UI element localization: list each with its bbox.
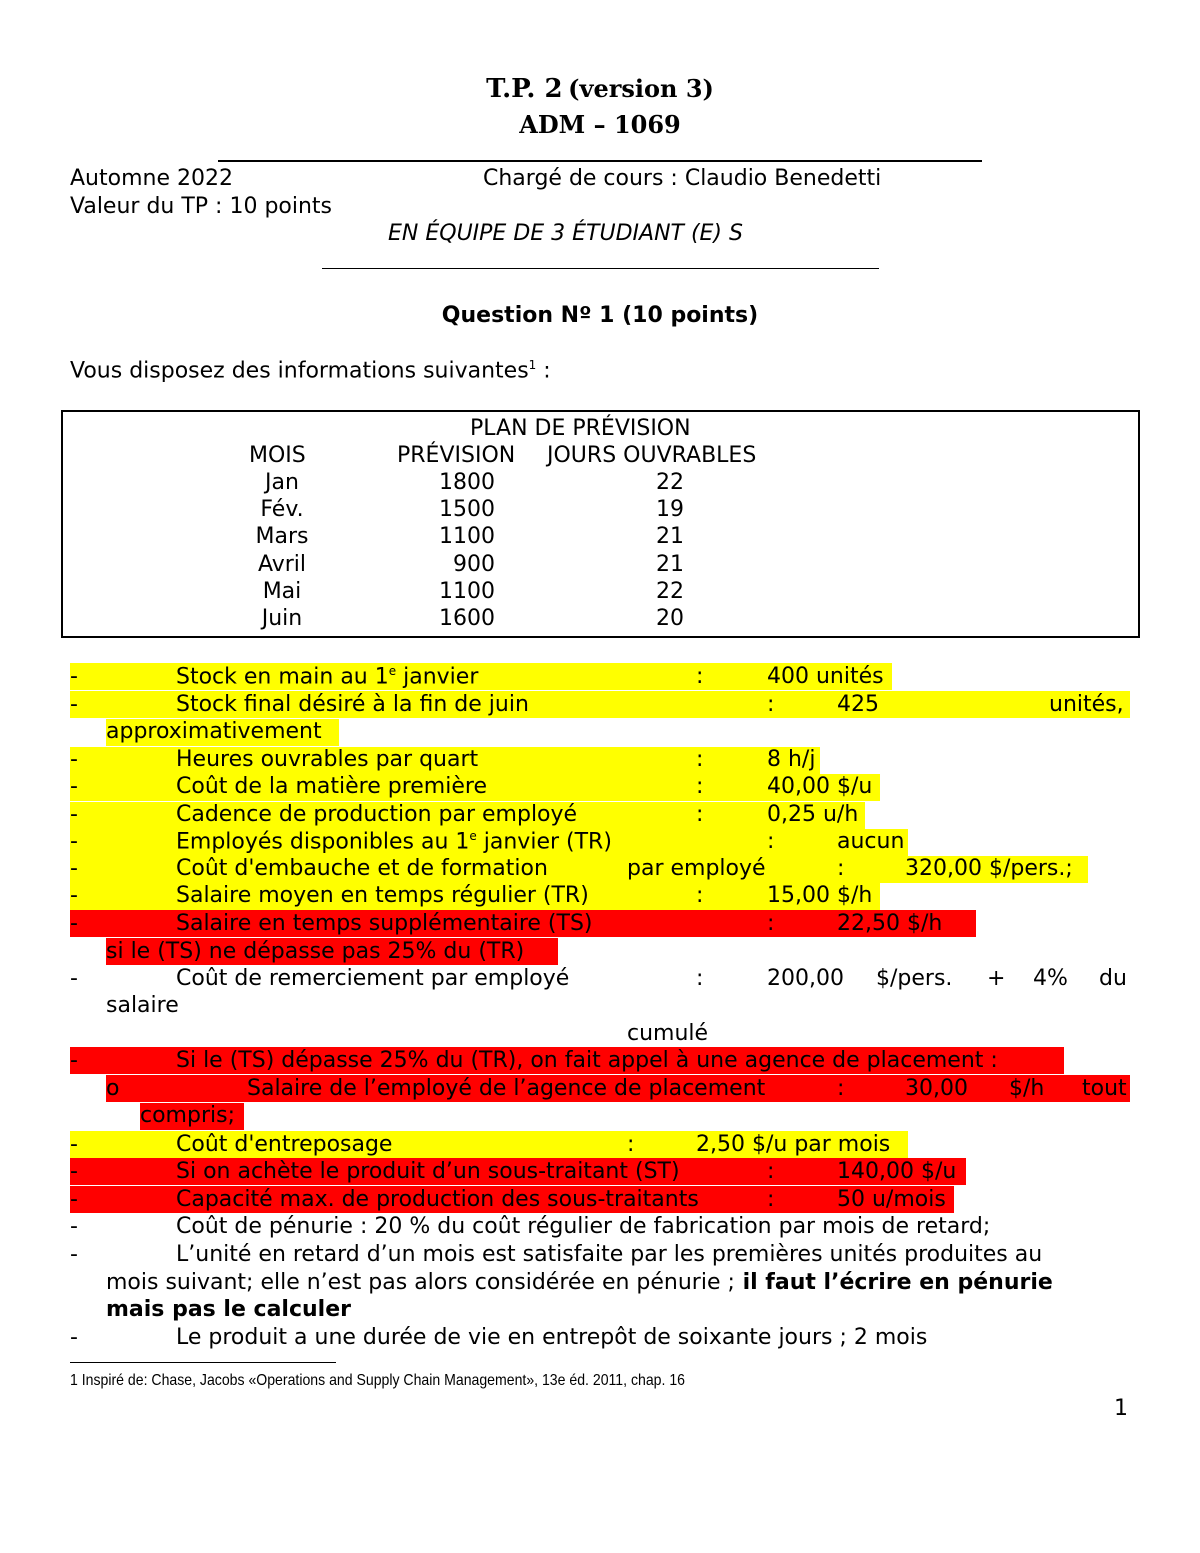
item-colon: : [767,1187,775,1212]
item-label-capacite: Capacité max. de production des sous-traitants [176,1187,699,1212]
item-continuation: salaire [106,993,179,1018]
item-colon: : [627,1132,635,1157]
item-value: 30,00 [905,1076,968,1101]
item-dash: - [70,883,78,908]
item-dash: - [70,1159,78,1184]
row-prevision: 1100 [439,579,495,604]
row-mois: Mai [262,579,302,604]
item-colon: : [696,883,704,908]
team-note: EN ÉQUIPE DE 3 ÉTUDIANT (E) S [388,221,743,246]
item-label-entreposage: Coût d'entreposage [176,1132,393,1157]
item-colon: : [837,1076,845,1101]
item-label-sous-traitant: Si on achète le produit d’un sous-traitant (ST) [176,1159,680,1184]
footnote-ref: 1 [528,358,537,372]
item-label-cadence: Cadence de production par employé [176,802,578,827]
course-code: ADM – 1069 [519,110,681,139]
item-value: 400 unités [767,664,884,689]
sub-bullet: o [106,1076,120,1101]
item-colon: : [696,747,704,772]
table-caption: PLAN DE PRÉVISION [470,416,691,441]
item-colon: : [837,856,845,881]
item-value: 200,00 [767,966,844,991]
item-colon: : [696,664,704,689]
item-dash: - [70,774,78,799]
item-colon: : [696,802,704,827]
item-continuation: si le (TS) ne dépasse pas 25% du (TR) [106,939,525,964]
item-dash: - [70,856,78,881]
item-dash: - [70,911,78,936]
header-mois: MOIS [249,443,306,468]
item-value: 2,50 $/u par mois [696,1132,891,1157]
header-rule [218,160,982,162]
question-intro-end: : [536,358,551,384]
item-colon: : [767,911,775,936]
item-dash: - [70,829,78,854]
item-value: 22,50 $/h [837,911,943,936]
ordinal-sup: e [388,664,397,678]
ordinal-sup: e [469,829,477,843]
row-jours: 20 [656,606,684,631]
item-label-retard: L’unité en retard d’un mois est satisfaite par les premières unités produites au [176,1242,1043,1267]
row-jours: 22 [656,579,684,604]
row-prevision: 1800 [439,470,495,495]
row-mois: Jan [265,470,299,495]
row-prevision: 1600 [439,606,495,631]
item-value: 0,25 u/h [767,802,859,827]
item-value: 8 h/j [767,747,816,772]
item-value-unit: unités, [1049,692,1124,717]
item-value: 50 u/mois [837,1187,946,1212]
item-dash: - [70,1214,78,1239]
row-jours: 22 [656,470,684,495]
item-label-salaire-ts: Salaire en temps supplémentaire (TS) [176,911,593,936]
title-version: (version 3) [568,74,714,103]
footnote-rule [70,1362,336,1363]
retard-bold: il faut l’écrire en pénurie [734,1270,1053,1295]
title-main: T.P. 2 [486,74,563,104]
row-jours: 19 [656,497,684,522]
item-label-stock-final: Stock final désiré à la fin de juin [176,692,529,717]
item-value: 425 [837,692,879,717]
item-value-percent: 4% [1033,966,1068,991]
item-dash: - [70,802,78,827]
team-rule [322,268,879,269]
item-value-tout: tout [1082,1076,1127,1101]
item-label-embauche-2: par employé [627,856,766,881]
question-title: Question Nº 1 (10 points) [441,303,759,328]
item-dash: - [70,1132,78,1157]
item-label-penurie: Coût de pénurie : 20 % du coût régulier de fabrication par mois de retard; [176,1214,991,1239]
item-value: 320,00 $/pers.; [905,856,1073,881]
row-jours: 21 [656,524,684,549]
tp-value: Valeur du TP : 10 points [70,194,333,219]
item-dash: - [70,1242,78,1267]
row-mois: Mars [255,524,309,549]
item-continuation-bold: mais pas le calculer [106,1297,351,1322]
item-label-text: Employés disponibles au 1 [176,829,470,855]
item-colon: : [767,692,775,717]
item-value-unit: $/h [1009,1076,1045,1101]
item-value: 140,00 $/u [837,1159,957,1184]
item-colon: : [696,966,704,991]
item-label-matiere: Coût de la matière première [176,774,487,799]
item-continuation: approximativement [106,719,322,744]
term: Automne 2022 [70,166,233,191]
footnote: 1 Inspiré de: Chase, Jacobs «Operations and Supply Chain Management», 13e éd. 2011, chap. 16 [70,1372,685,1389]
item-label-text: Stock en main au 1 [176,664,389,690]
item-dash: - [70,966,78,991]
row-prevision: 1500 [439,497,495,522]
item-dash: - [70,692,78,717]
item-label-salaire-tr: Salaire moyen en temps régulier (TR) [176,883,589,908]
item-value-unit: $/pers. [876,966,953,991]
item-label-agence: Si le (TS) dépasse 25% du (TR), on fait appel à une agence de placement : [176,1048,998,1073]
page-number: 1 [1114,1396,1128,1421]
question-intro [70,358,551,383]
row-mois: Fév. [260,497,304,522]
item-value: 40,00 $/u [767,774,873,799]
header-prevision: PRÉVISION [397,443,516,468]
row-mois: Avril [257,552,307,577]
item-label-embauche: Coût d'embauche et de formation [176,856,548,881]
item-continuation-2: cumulé [627,1021,709,1046]
item-dash: - [70,664,78,689]
item-dash: - [70,1187,78,1212]
item-dash: - [70,1325,78,1350]
item-colon: : [767,829,775,854]
item-continuation: compris; [140,1103,235,1128]
item-value-plus: + [987,966,1006,991]
item-label-duree: Le produit a une durée de vie en entrepôt de soixante jours ; 2 mois [176,1325,928,1350]
item-label-employes [176,829,612,854]
item-colon: : [767,1159,775,1184]
item-label-heures: Heures ouvrables par quart [176,747,479,772]
doc-title [0,74,1200,104]
row-prevision: 1100 [439,524,495,549]
row-prevision: 900 [453,552,495,577]
item-value: 15,00 $/h [767,883,873,908]
item-label-end: janvier [396,664,479,690]
question-intro-text: Vous disposez des informations suivantes [70,358,529,384]
item-label-end: janvier (TR) [476,829,612,855]
lecturer: Chargé de cours : Claudio Benedetti [483,166,882,191]
row-mois: Juin [261,606,303,631]
row-jours: 21 [656,552,684,577]
header-jours: JOURS OUVRABLES [547,443,757,468]
item-value-du: du [1099,966,1127,991]
item-dash: - [70,747,78,772]
item-colon: : [696,774,704,799]
item-continuation [106,1270,1053,1295]
item-label-stock-main [176,664,478,689]
item-value: aucun [837,829,905,854]
item-label-remerciement: Coût de remerciement par employé [176,966,570,991]
retard-text: mois suivant; elle n’est pas alors considérée en pénurie ; [106,1270,735,1295]
item-label-agence-salaire: Salaire de l’employé de l’agence de placement [247,1076,766,1101]
item-dash: - [70,1048,78,1073]
